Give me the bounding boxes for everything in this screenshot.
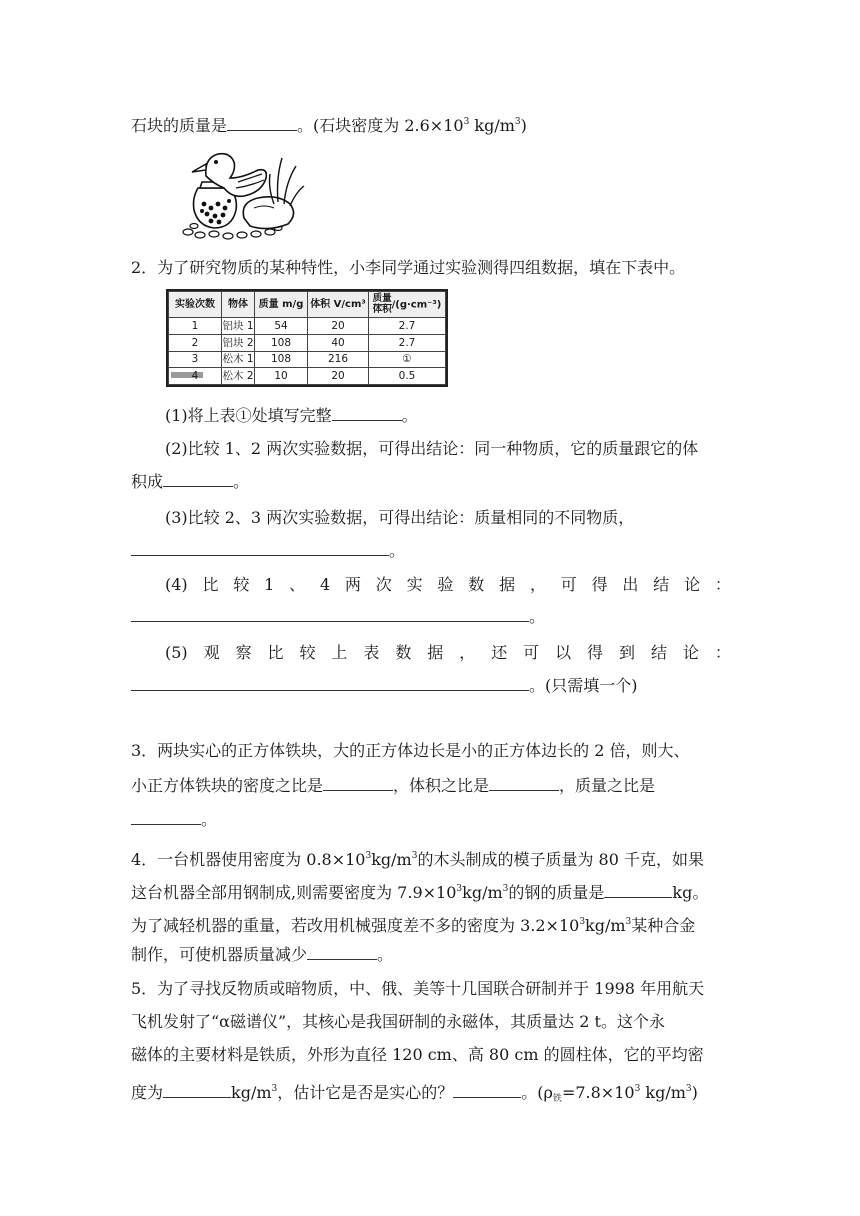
spaced-char: 结 xyxy=(650,643,667,662)
answer-blank[interactable] xyxy=(131,541,389,556)
table-row xyxy=(169,334,446,351)
spaced-char: 数 xyxy=(468,575,485,594)
paren-close: ) xyxy=(520,116,527,135)
table-header: 体积 V/cm³ xyxy=(308,292,369,318)
spaced-char: 出 xyxy=(622,575,639,594)
q3-line3 xyxy=(131,810,217,830)
superscript: 3 xyxy=(514,117,521,127)
data-table xyxy=(166,289,448,387)
table-cell: 108 xyxy=(255,351,308,368)
answer-blank[interactable] xyxy=(131,607,529,622)
q2-sub4-a xyxy=(165,575,731,595)
spaced-char: 还 xyxy=(491,643,508,662)
q4-text: 制作，可使机器质量减少 xyxy=(131,945,308,964)
spaced-char: (5) xyxy=(165,643,188,662)
table-cell: 20 xyxy=(308,368,369,385)
period: 。 xyxy=(201,810,218,829)
table-cell: 2.7 xyxy=(369,318,446,335)
q4-text: 的钢的质量是 xyxy=(508,883,605,902)
fraction-denominator: 体积 xyxy=(372,304,392,315)
period: 。 xyxy=(529,607,546,626)
q2-sub2-b-text: 积成 xyxy=(131,472,164,491)
q5-line3: 磁体的主要材料是铁质，外形为直径 120 cm、高 80 cm 的圆柱体，它的平均密 xyxy=(131,1045,704,1064)
unit-text: kg/m xyxy=(469,116,515,135)
unit-text: kg/m xyxy=(640,1083,686,1102)
spaced-char: 4 xyxy=(319,575,331,594)
q2-sub4-b xyxy=(131,607,545,627)
q2-sub2-a: (2)比较 1、2 两次实验数据，可得出结论：同一种物质，它的质量跟它的体 xyxy=(165,439,699,458)
q2-sub5-b xyxy=(131,676,638,696)
table-cell: 铝块 1 xyxy=(222,318,255,335)
q2-sub2-b xyxy=(131,472,249,492)
answer-blank[interactable] xyxy=(163,1083,231,1098)
table-header: 质量 m/g xyxy=(255,292,308,318)
spaced-char: 结 xyxy=(653,575,670,594)
q5-line1: 5．为了寻找反物质或暗物质，中、俄、美等十几国联合研制并于 1998 年用航天 xyxy=(131,979,705,998)
q3-line2 xyxy=(131,776,731,796)
fraction xyxy=(373,294,392,315)
q4-text: 的木头制成的模子质量为 80 千克，如果 xyxy=(417,850,704,869)
period: 。 xyxy=(233,472,250,491)
spaced-char: (4) xyxy=(165,575,188,594)
q5-line4 xyxy=(131,1079,698,1109)
spaced-char: 较 xyxy=(299,643,316,662)
table-cell: 松木 2 xyxy=(222,368,255,385)
table-cell: 0.5 xyxy=(369,368,446,385)
q3-text-b: ，体积之比是 xyxy=(393,776,490,795)
spaced-char: 观 xyxy=(203,643,220,662)
q5-text: 度为 xyxy=(131,1083,164,1102)
q4-text: 4．一台机器使用密度为 0.8×10 xyxy=(131,850,366,869)
fraction-numerator: 质量 xyxy=(372,293,392,304)
spaced-char: ： xyxy=(714,643,731,662)
q2-stem: 2．为了研究物质的某种特性，小李同学通过实验测得四组数据，填在下表中。 xyxy=(131,258,686,277)
table-cell: 54 xyxy=(255,318,308,335)
table-cell: 10 xyxy=(255,368,308,385)
spaced-char: 得 xyxy=(591,575,608,594)
spaced-char: 可 xyxy=(523,643,540,662)
q1-density-text: 。(石块密度为 2.6×10 xyxy=(297,116,464,135)
table-cell: 铝块 2 xyxy=(222,334,255,351)
q2-sub5-end: 。(只需填一个) xyxy=(529,676,638,695)
spaced-char: 可 xyxy=(560,575,577,594)
table-header: 实验次数 xyxy=(169,292,222,318)
table-cell: 2 xyxy=(169,334,222,351)
q2-sub3-b xyxy=(131,541,405,561)
unit-text: kg/m xyxy=(462,883,503,902)
table-cell: 40 xyxy=(308,334,369,351)
superscript: 3 xyxy=(411,851,418,861)
spaced-char: 实 xyxy=(406,575,423,594)
answer-blank[interactable] xyxy=(307,945,377,960)
spaced-char: 、 xyxy=(289,575,306,594)
unit-text: kg/m xyxy=(585,916,626,935)
q5-text: 。(ρ xyxy=(521,1083,553,1102)
table-row xyxy=(169,318,446,335)
table-cell: 108 xyxy=(255,334,308,351)
answer-blank[interactable] xyxy=(163,472,233,487)
superscript: 3 xyxy=(463,117,470,127)
answer-blank[interactable] xyxy=(604,883,672,898)
spaced-char: 论 xyxy=(684,575,701,594)
table-header-density xyxy=(369,292,446,318)
superscript: 3 xyxy=(271,1084,278,1094)
q3-line1: 3．两块实心的正方体铁块，大的正方体边长是小的正方体边长的 2 倍，则大、 xyxy=(131,741,690,760)
q5-text: =7.8×10 xyxy=(561,1083,635,1102)
q5-line2: 飞机发射了“α磁谱仪”，其核心是我国研制的永磁体，其质量达 2 t。这个永 xyxy=(131,1012,665,1031)
q4-line1 xyxy=(131,846,704,870)
unit-text: kg/m xyxy=(371,850,412,869)
unit-text: kg。 xyxy=(672,883,709,902)
period: 。 xyxy=(401,406,418,425)
spaced-char: 察 xyxy=(235,643,252,662)
q4-line2 xyxy=(131,879,708,903)
spaced-char: 上 xyxy=(331,643,348,662)
answer-blank[interactable] xyxy=(453,1083,521,1098)
density-unit: /(g·cm⁻³) xyxy=(391,299,442,311)
table-cell: ① xyxy=(369,351,446,368)
spaced-char: 得 xyxy=(587,643,604,662)
q4-line4 xyxy=(131,945,393,965)
spaced-char: 两 xyxy=(344,575,361,594)
spaced-char: 较 xyxy=(233,575,250,594)
table-cell: 2.7 xyxy=(369,334,446,351)
superscript: 3 xyxy=(502,884,509,894)
q2-sub5-a xyxy=(165,643,731,663)
subscript: 铁 xyxy=(552,1094,562,1104)
table-cell: 4 xyxy=(169,368,222,385)
superscript: 3 xyxy=(365,851,372,861)
spaced-char: 据 xyxy=(499,575,516,594)
spaced-char: 到 xyxy=(619,643,636,662)
superscript: 3 xyxy=(579,917,586,927)
answer-blank[interactable] xyxy=(323,776,393,791)
q5-text: ，估计它是否是实心的？ xyxy=(277,1083,454,1102)
q4-text: 为了减轻机器的重量，若改用机械强度差不多的密度为 3.2×10 xyxy=(131,916,580,935)
answer-blank[interactable] xyxy=(227,116,297,131)
superscript: 3 xyxy=(625,917,632,927)
spaced-char: ： xyxy=(714,575,731,594)
q4-text: 这台机器全部用钢制成,则需要密度为 7.9×10 xyxy=(131,883,457,902)
q2-sub1-text: (1)将上表①处填写完整 xyxy=(165,406,332,425)
q2-sub1 xyxy=(165,406,418,426)
paren-close: ) xyxy=(691,1083,698,1102)
q2-sub3-a: (3)比较 2、3 两次实验数据，可得出结论：质量相同的不同物质， xyxy=(165,508,635,527)
spaced-char: 次 xyxy=(375,575,392,594)
answer-blank[interactable] xyxy=(131,676,529,691)
answer-blank[interactable] xyxy=(489,776,559,791)
spaced-char: 数 xyxy=(395,643,412,662)
spaced-char: 论 xyxy=(682,643,699,662)
answer-blank[interactable] xyxy=(131,810,201,825)
superscript: 3 xyxy=(685,1084,692,1094)
answer-blank[interactable] xyxy=(332,406,402,421)
q1-tail-text: 石块的质量是 xyxy=(131,116,228,135)
spaced-char: 验 xyxy=(437,575,454,594)
period: 。 xyxy=(377,945,394,964)
q3-text-c: ，质量之比是 xyxy=(559,776,656,795)
spaced-char: 1 xyxy=(264,575,275,594)
table-cell: 3 xyxy=(169,351,222,368)
spaced-char: ， xyxy=(529,575,546,594)
table-header: 物体 xyxy=(222,292,255,318)
period: 。 xyxy=(389,541,406,560)
table-cell: 1 xyxy=(169,318,222,335)
superscript: 3 xyxy=(456,884,463,894)
q4-text: 某种合金 xyxy=(631,916,696,935)
spaced-char: 比 xyxy=(202,575,219,594)
q4-line3 xyxy=(131,912,695,936)
gray-mark xyxy=(171,372,203,378)
spaced-char: 据 xyxy=(427,643,444,662)
table-row xyxy=(169,368,446,385)
spaced-char: 以 xyxy=(555,643,572,662)
crow-jar-illustration xyxy=(178,148,308,240)
spaced-char: 表 xyxy=(363,643,380,662)
table-cell: 216 xyxy=(308,351,369,368)
q1-tail-line xyxy=(131,112,527,136)
table-cell: 松木 1 xyxy=(222,351,255,368)
table-row xyxy=(169,351,446,368)
unit-text: kg/m xyxy=(231,1083,272,1102)
spaced-char: 比 xyxy=(267,643,284,662)
superscript: 3 xyxy=(634,1084,641,1094)
table-cell: 20 xyxy=(308,318,369,335)
spaced-char: ， xyxy=(459,643,476,662)
q3-text-a: 小正方体铁块的密度之比是 xyxy=(131,776,324,795)
